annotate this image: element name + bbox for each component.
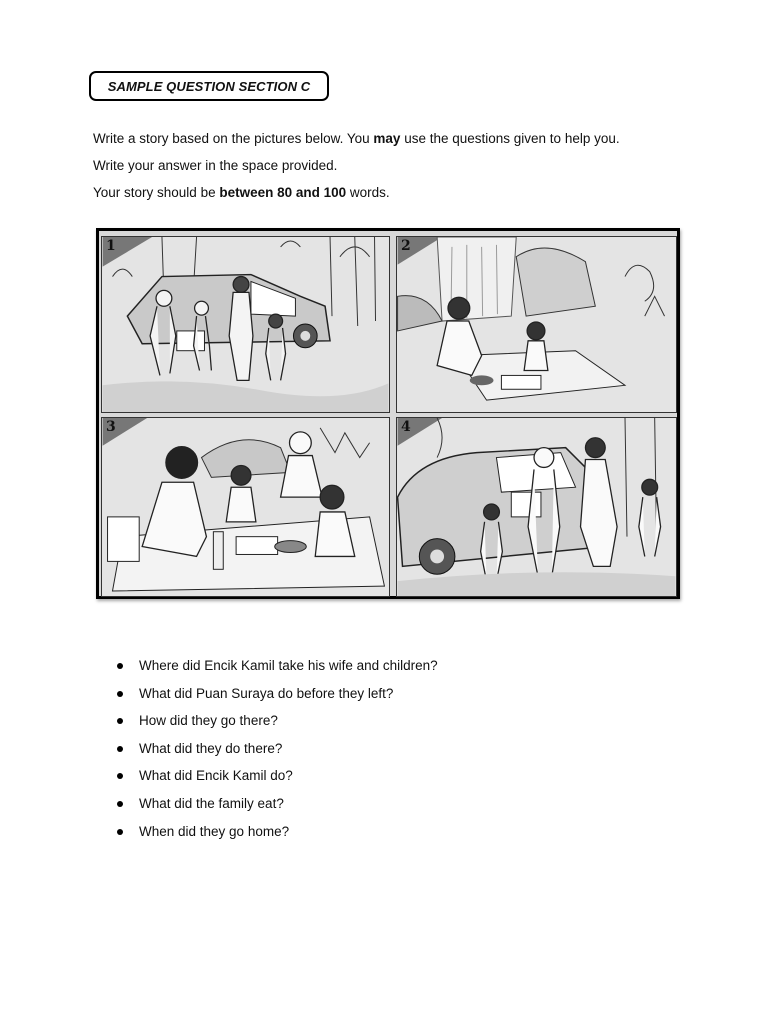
section-title: SAMPLE QUESTION SECTION C <box>107 78 311 94</box>
panel-2-drawing <box>397 237 676 412</box>
list-item <box>115 790 438 818</box>
question-text: Where did Encik Kamil take his wife and children? <box>139 658 438 673</box>
panel-1-drawing <box>102 237 389 412</box>
list-item <box>115 762 438 790</box>
panel-4-drawing <box>397 418 676 596</box>
list-item <box>115 735 438 763</box>
instruction-emphasis: may <box>373 131 401 146</box>
picture-panel-1 <box>101 236 390 413</box>
panel-number: 2 <box>401 238 411 254</box>
panel-number: 3 <box>106 419 116 435</box>
bullet-icon <box>117 663 123 669</box>
instruction-text: words. <box>346 185 390 200</box>
panel-3-drawing <box>102 418 389 596</box>
list-item <box>115 818 438 846</box>
bullet-icon <box>117 829 123 835</box>
picture-panel-3 <box>101 417 390 597</box>
panel-number: 1 <box>106 238 116 254</box>
bullet-icon <box>117 746 123 752</box>
bullet-icon <box>117 691 123 697</box>
question-text: What did Puan Suraya do before they left? <box>139 685 394 701</box>
question-text: When did they go home? <box>139 823 290 839</box>
word-count-emphasis: between 80 and 100 <box>219 185 347 200</box>
instruction-line-2: Write your answer in the space provided. <box>93 158 338 173</box>
instruction-text: Your story should be <box>93 185 220 200</box>
list-item <box>115 652 438 680</box>
instruction-text: Write a story based on the pictures below. You <box>93 131 374 146</box>
picture-story-illustration <box>96 228 680 599</box>
question-text: What did they do there? <box>139 740 283 756</box>
section-title-box <box>89 71 329 101</box>
bullet-icon <box>117 718 123 724</box>
list-item <box>115 680 438 708</box>
list-item <box>115 707 438 735</box>
instruction-text: use the questions given to help you. <box>400 131 620 146</box>
bullet-icon <box>117 773 123 779</box>
instruction-line-3 <box>93 179 620 206</box>
instruction-line-1 <box>93 125 620 152</box>
picture-panel-4 <box>396 417 677 597</box>
question-text: What did the family eat? <box>139 795 284 811</box>
question-text: What did Encik Kamil do? <box>139 768 293 784</box>
panel-number: 4 <box>401 419 411 435</box>
question-text: How did they go there? <box>139 713 278 729</box>
bullet-icon <box>117 801 123 807</box>
guide-questions-list <box>115 652 438 845</box>
instructions <box>93 125 620 206</box>
picture-panel-2 <box>396 236 677 413</box>
